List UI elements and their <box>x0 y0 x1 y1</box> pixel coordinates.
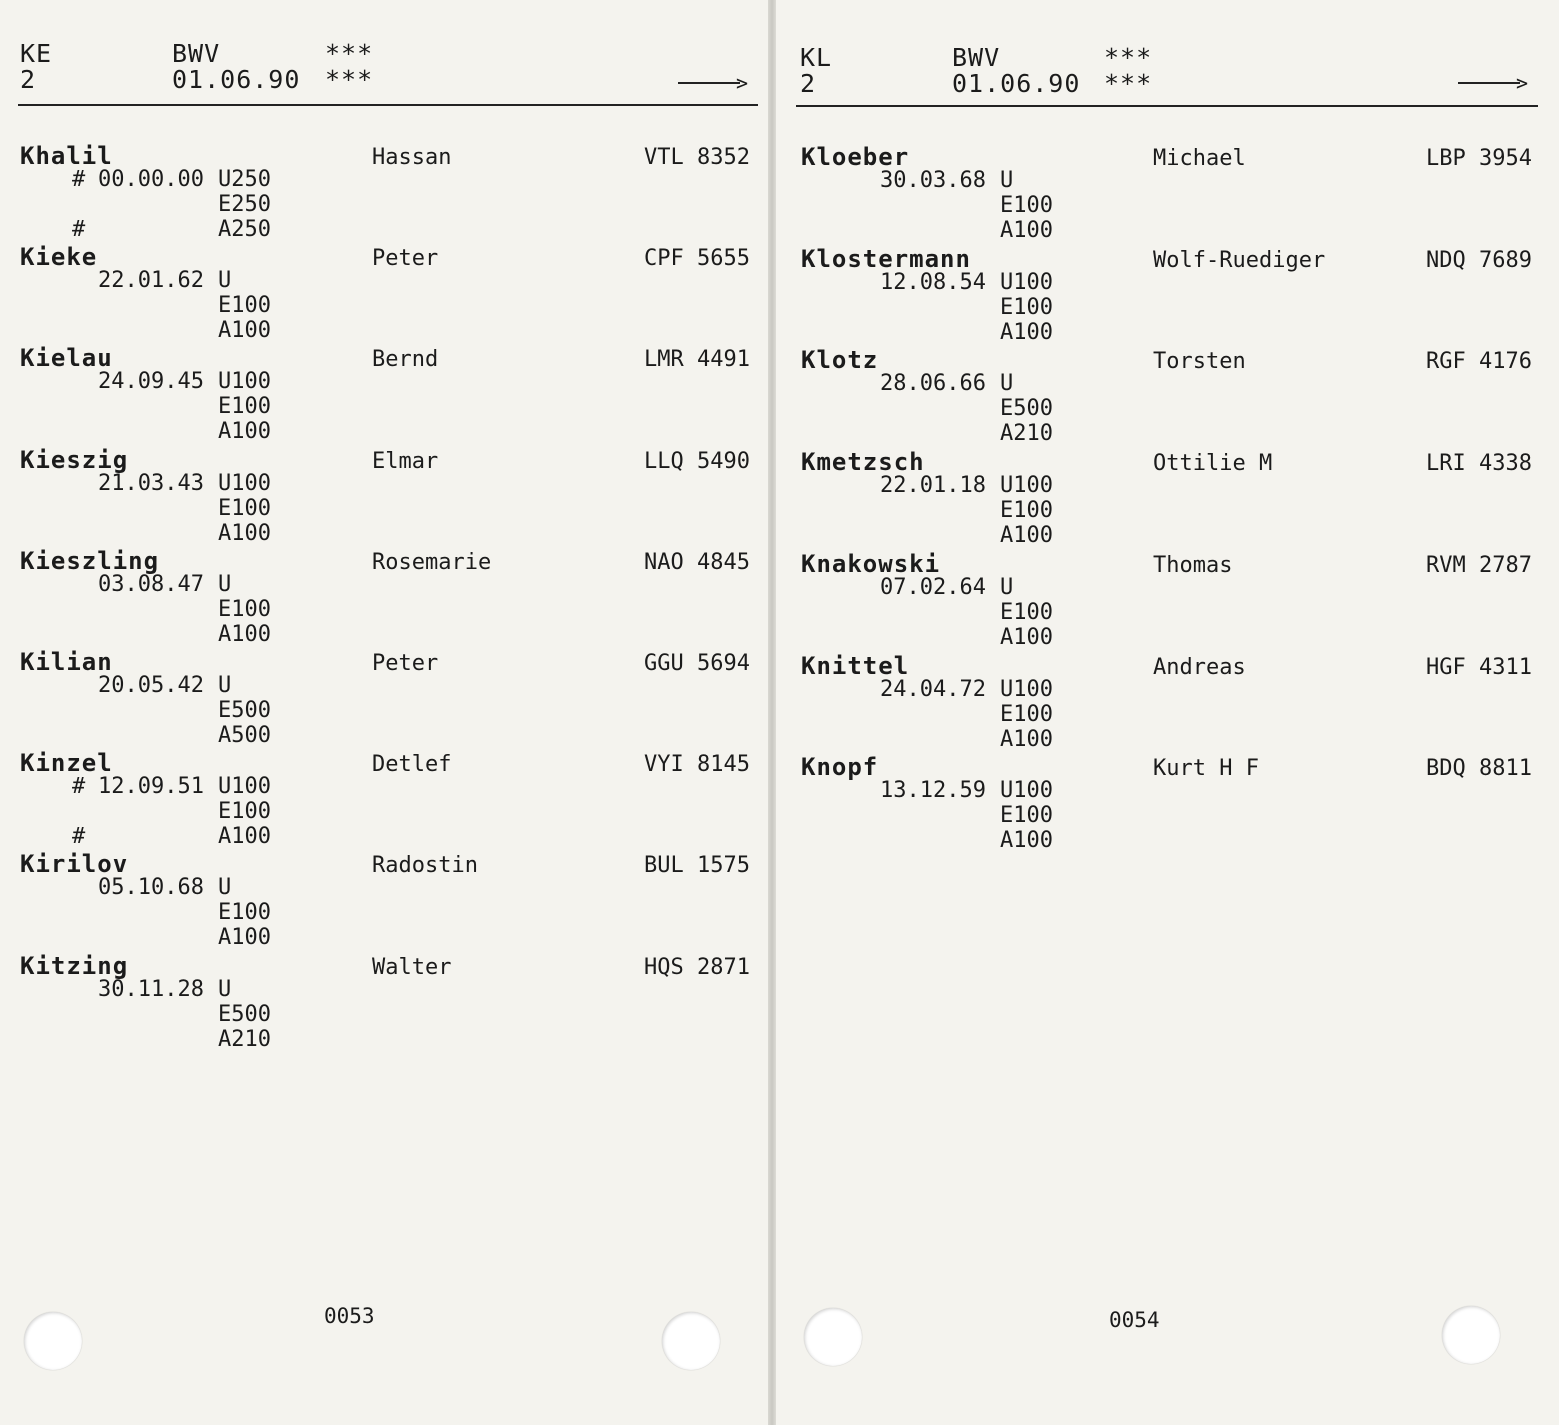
code-u: U100 <box>218 774 271 800</box>
birth-date: 20.05.42 <box>98 673 204 698</box>
surname: Knittel <box>801 651 910 680</box>
birth-date: 22.01.62 <box>98 268 204 294</box>
first-name: Ottilie M <box>1153 451 1273 477</box>
first-name: Walter <box>372 954 452 980</box>
code-e: E100 <box>1000 701 1053 727</box>
birth-date: 24.04.72 <box>880 676 986 702</box>
code-e: E100 <box>218 293 271 319</box>
reference-code: CPF 5655 <box>644 246 750 272</box>
code-a: A210 <box>218 1026 271 1052</box>
reference-code: HGF 4311 <box>1426 654 1532 680</box>
entry-row <box>0 142 768 243</box>
first-name: Hassan <box>372 145 452 170</box>
code-e: E100 <box>1000 599 1053 625</box>
page-number: 0054 <box>1109 1308 1160 1332</box>
header-rule <box>18 104 758 106</box>
code-u: U <box>218 571 232 597</box>
first-name: Rosemarie <box>372 549 492 575</box>
code-e: E500 <box>1000 396 1053 422</box>
code-u: U250 <box>218 167 271 192</box>
section-number: 2 <box>800 69 817 98</box>
entry-row <box>0 749 768 850</box>
code-e: E100 <box>1000 294 1053 320</box>
surname: Kirilov <box>20 850 129 879</box>
code-a: A210 <box>1000 421 1053 447</box>
code-a: A100 <box>218 824 271 850</box>
first-name: Torsten <box>1153 349 1246 375</box>
status-marker: # <box>72 167 86 192</box>
reference-code: BUL 1575 <box>644 853 750 879</box>
birth-date: 28.06.66 <box>880 371 986 397</box>
birth-date: 22.01.18 <box>880 473 986 499</box>
code-a: A100 <box>1000 726 1053 752</box>
code-u: U100 <box>218 369 271 395</box>
birth-date: 00.00.00 <box>98 167 204 192</box>
entry-row <box>776 448 1559 549</box>
entry-row <box>776 245 1559 346</box>
code-u: U100 <box>1000 778 1053 804</box>
code-a: A100 <box>1000 828 1053 854</box>
reference-code: RGF 4176 <box>1426 349 1532 375</box>
first-name: Bernd <box>372 347 439 373</box>
first-name: Kurt H F <box>1153 756 1259 782</box>
header-stars: *** <box>325 39 374 68</box>
code-e: E100 <box>1000 193 1053 218</box>
status-marker: # <box>72 774 86 800</box>
code-a: A100 <box>218 621 271 647</box>
reference-code: LBP 3954 <box>1426 146 1532 171</box>
reference-code: GGU 5694 <box>644 651 750 676</box>
section-code: KL <box>800 43 833 72</box>
first-name: Andreas <box>1153 654 1246 680</box>
reference-code: BDQ 8811 <box>1426 756 1532 782</box>
first-name: Peter <box>372 651 439 676</box>
reference-code: HQS 2871 <box>644 954 750 980</box>
code-e: E500 <box>218 698 271 723</box>
first-name: Thomas <box>1153 552 1233 578</box>
surname: Kieke <box>20 243 98 272</box>
arrow-right-icon: > <box>1458 70 1528 95</box>
reference-code: LRI 4338 <box>1426 451 1532 477</box>
punch-hole <box>1442 1306 1500 1364</box>
birth-date: 03.08.47 <box>98 571 204 597</box>
first-name: Wolf-Ruediger <box>1153 247 1326 273</box>
header-stars: *** <box>325 65 374 94</box>
code-e: E100 <box>218 799 271 825</box>
surname: Khalil <box>20 142 113 170</box>
entry-row <box>0 344 768 445</box>
code-e: E100 <box>218 394 271 420</box>
entry-row <box>776 753 1559 854</box>
entry-row <box>0 446 768 547</box>
surname: Klostermann <box>801 244 971 273</box>
code-u: U100 <box>1000 269 1053 295</box>
punch-hole <box>804 1308 862 1366</box>
code-a: A250 <box>218 217 271 242</box>
surname: Kmetzsch <box>801 448 925 477</box>
right-page <box>776 0 1559 1425</box>
code-a: A100 <box>218 925 271 951</box>
page-gutter <box>768 0 776 1425</box>
punch-hole <box>24 1312 82 1370</box>
code-e: E100 <box>218 596 271 622</box>
left-page <box>0 0 768 1425</box>
code-e: E100 <box>218 900 271 926</box>
entry-row <box>0 648 768 749</box>
surname: Klotz <box>801 346 879 375</box>
code-u: U <box>1000 574 1014 600</box>
surname: Kitzing <box>20 951 129 980</box>
code-u: U100 <box>1000 473 1053 499</box>
arrow-right-icon: > <box>678 70 748 95</box>
header-stars: *** <box>1104 69 1153 98</box>
code-e: E100 <box>218 495 271 521</box>
entry-row <box>0 850 768 951</box>
birth-date: 07.02.64 <box>880 574 986 600</box>
code-a: A100 <box>1000 319 1053 345</box>
code-e: E500 <box>218 1001 271 1027</box>
code-u: U <box>218 976 232 1002</box>
reference-code: VYI 8145 <box>644 752 750 778</box>
entry-row <box>0 243 768 344</box>
code-a: A100 <box>218 318 271 344</box>
birth-date: 05.10.68 <box>98 875 204 901</box>
birth-date: 30.11.28 <box>98 976 204 1002</box>
code-u: U <box>218 673 232 698</box>
entry-row <box>0 952 768 1053</box>
code-a: A100 <box>218 419 271 445</box>
header-date: 01.06.90 <box>952 69 1081 98</box>
surname: Knakowski <box>801 549 941 578</box>
reference-code: NAO 4845 <box>644 549 750 575</box>
reference-code: RVM 2787 <box>1426 552 1532 578</box>
code-a: A100 <box>1000 218 1053 243</box>
code-e: E100 <box>1000 803 1053 829</box>
birth-date: 24.09.45 <box>98 369 204 395</box>
birth-date: 21.03.43 <box>98 470 204 496</box>
code-a: A100 <box>218 520 271 546</box>
status-marker: # <box>72 217 86 242</box>
header-label: BWV <box>172 39 221 68</box>
code-u: U100 <box>1000 676 1053 702</box>
surname: Kieszling <box>20 546 160 575</box>
section-number: 2 <box>20 65 37 94</box>
birth-date: 12.09.51 <box>98 774 204 800</box>
code-e: E100 <box>1000 498 1053 524</box>
first-name: Peter <box>372 246 439 272</box>
code-a: A100 <box>1000 523 1053 549</box>
surname: Kielau <box>20 344 113 373</box>
entry-row <box>0 547 768 648</box>
reference-code: VTL 8352 <box>644 145 750 170</box>
entry-row <box>776 550 1559 651</box>
punch-hole <box>662 1312 720 1370</box>
first-name: Radostin <box>372 853 478 879</box>
code-a: A100 <box>1000 624 1053 650</box>
reference-code: LMR 4491 <box>644 347 750 373</box>
birth-date: 30.03.68 <box>880 168 986 193</box>
code-a: A500 <box>218 723 271 748</box>
birth-date: 13.12.59 <box>880 778 986 804</box>
surname: Kinzel <box>20 749 113 778</box>
reference-code: NDQ 7689 <box>1426 247 1532 273</box>
entry-row <box>776 143 1559 244</box>
code-u: U <box>1000 371 1014 397</box>
header-label: BWV <box>952 43 1001 72</box>
entry-row <box>776 346 1559 447</box>
birth-date: 12.08.54 <box>880 269 986 295</box>
entry-row <box>776 652 1559 753</box>
reference-code: LLQ 5490 <box>644 448 750 474</box>
code-u: U <box>218 268 232 294</box>
first-name: Michael <box>1153 146 1246 171</box>
header-date: 01.06.90 <box>172 65 301 94</box>
first-name: Detlef <box>372 752 452 778</box>
code-e: E250 <box>218 192 271 217</box>
page-number: 0053 <box>324 1304 375 1328</box>
first-name: Elmar <box>372 448 439 474</box>
header-rule <box>796 105 1538 107</box>
surname: Kilian <box>20 648 113 676</box>
code-u: U <box>218 875 232 901</box>
code-u: U100 <box>218 470 271 496</box>
surname: Knopf <box>801 753 879 782</box>
surname: Kieszig <box>20 445 129 474</box>
surname: Kloeber <box>801 143 910 171</box>
section-code: KE <box>20 39 53 68</box>
code-u: U <box>1000 168 1014 193</box>
header-stars: *** <box>1104 43 1153 72</box>
status-marker: # <box>72 824 86 850</box>
